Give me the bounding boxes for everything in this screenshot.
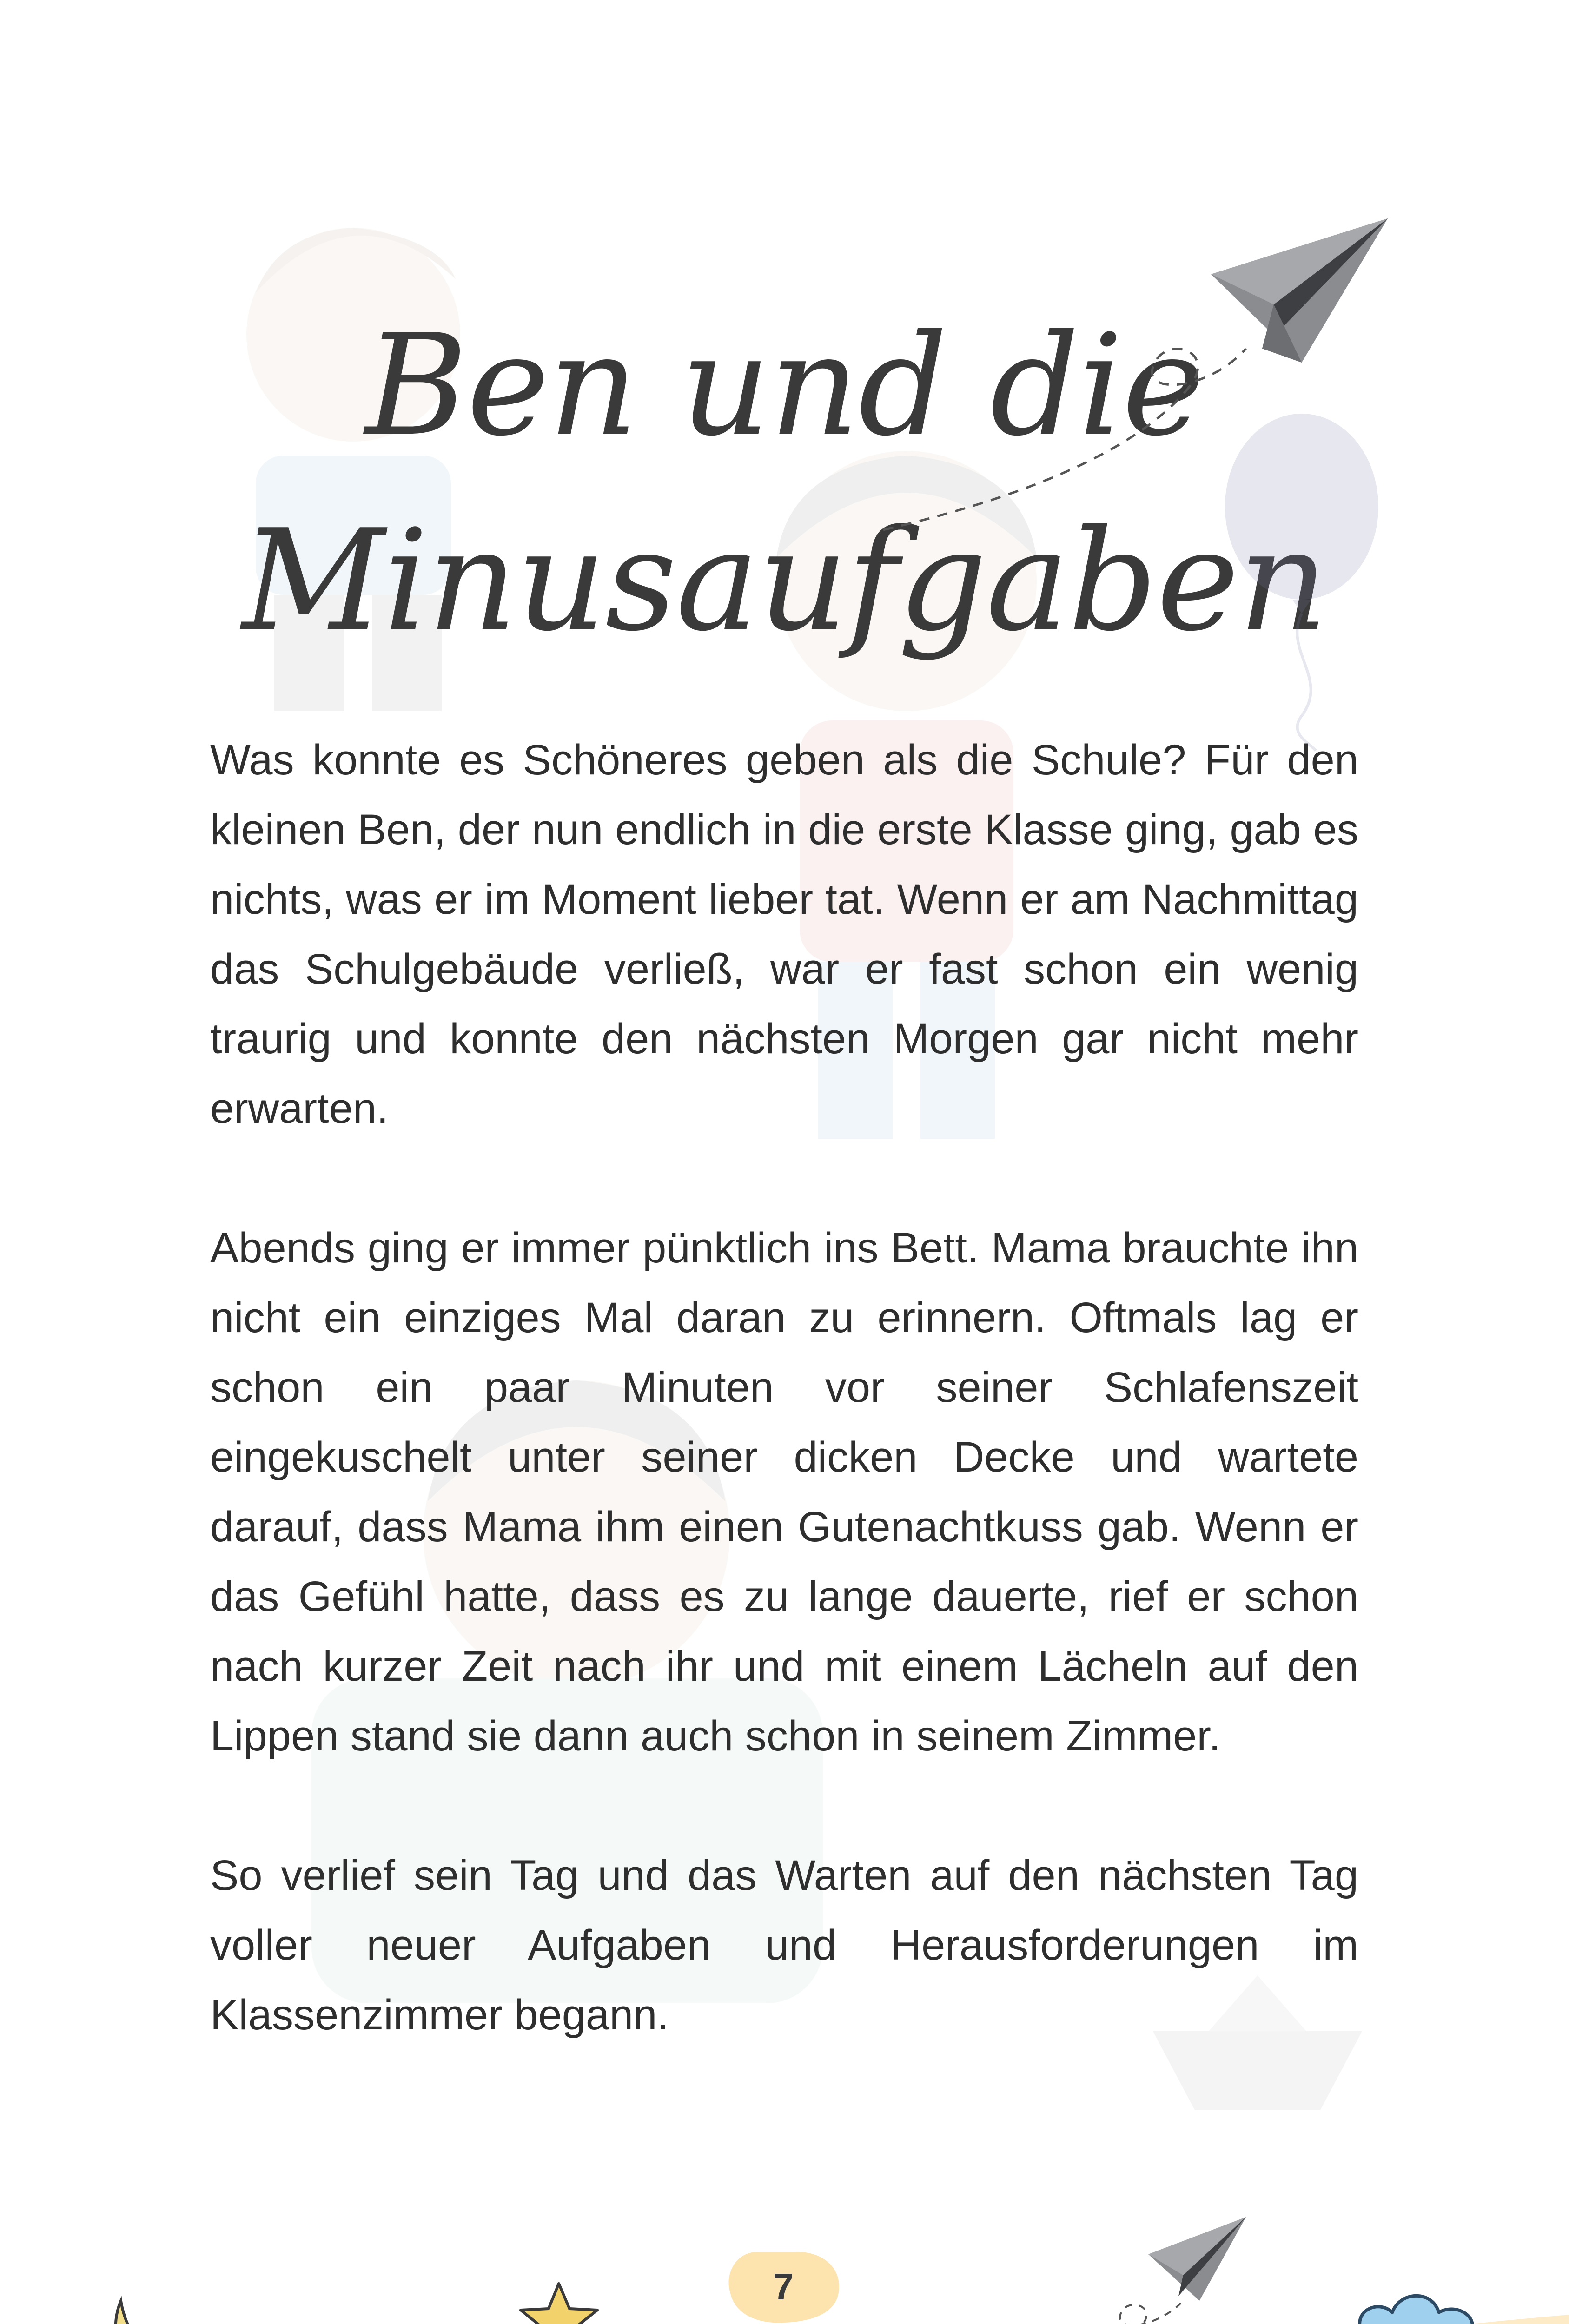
paper-plane-icon — [948, 2212, 1264, 2324]
moon-icon — [102, 2291, 223, 2324]
star-icon — [516, 2280, 602, 2324]
title-line-1: Ben und die — [365, 304, 1204, 467]
balloon-icon — [1218, 409, 1385, 753]
cloud-icon — [1339, 2282, 1488, 2324]
paragraph-2: Abends ging er immer pünktlich ins Bett. Mama brauchte ihn nicht ein einziges Mal daran zu erinnern. Oftmals lag er schon ein paar Minuten vor seiner Schlafenszeit eingekuschelt unter seiner dicken Decke und wartete darauf, dass Mama ihm einen Gutenachtkuss gab. Wenn er das Gefühl hatte, dass es zu lange dauerte, rief er schon nach kurzer Zeit nach ihr und mit einem Lächeln auf den Lippen stand sie dann auch schon in seinem Zimmer. — [210, 1224, 1358, 1760]
paragraph-1: Was konnte es Schöneres geben als die Schule? Für den kleinen Ben, der nun endlich in die erste Klasse ging, gab es nichts, was er im Moment lieber tat. Wenn er am Nachmittag das Schulgebäude verließ, war er fast schon ein wenig traurig und konnte den nächsten Morgen gar nicht mehr erwarten. — [210, 736, 1358, 1132]
title-line-2: Minusaufgaben — [242, 500, 1327, 662]
paragraph-3: So verlief sein Tag und das Warten auf den nächsten Tag voller neuer Aufgaben und Herausforderungen im Klassenzimmer begann. — [210, 1852, 1358, 2039]
story-text — [210, 725, 1358, 2119]
rocket-icon — [316, 2319, 428, 2324]
page-number: 7 — [773, 2266, 794, 2307]
